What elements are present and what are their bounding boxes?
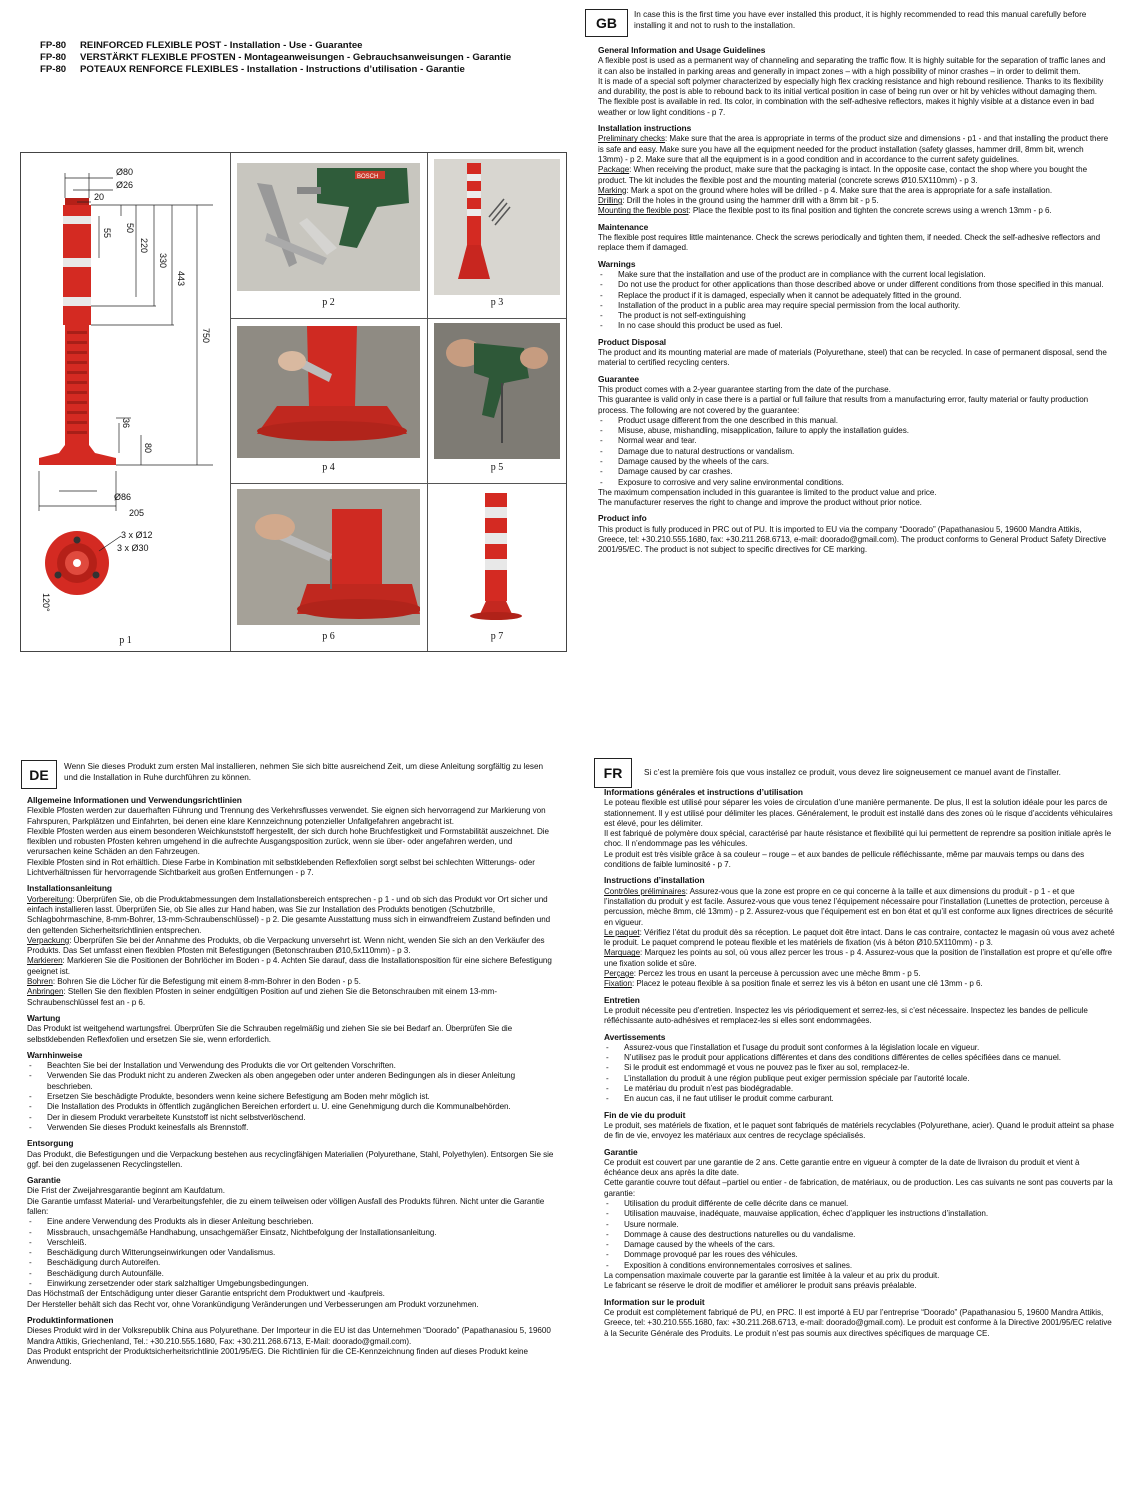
list-item: - Einwirkung zersetzender oder stark salzhaltiger Umgebungsbedingungen. bbox=[27, 1279, 555, 1289]
de-paragraph: Das Produkt entspricht der Produktsicherheitsrichtlinie 2001/95/EG. Die Richtlinien für die CE-Kennzeichnung finden auf dieses Produkt keine Anwendung. bbox=[27, 1346, 528, 1367]
fr-section-title: Instructions d’installation bbox=[604, 875, 705, 886]
gb-paragraph: The flexible post requires little maintenance. Check the screws periodically and tighten them, if needed. Check the self-adhesive reflectors and replace them if damaged. bbox=[598, 233, 1101, 253]
de-section-title: Wartung bbox=[27, 1012, 61, 1023]
gb-section-title: Maintenance bbox=[598, 221, 649, 232]
list-item: - N’utilisez pas le produit pour applications différentes et dans des conditions différentes de celles spécifiées dans ce manuel. bbox=[604, 1053, 1116, 1063]
de-paragraph: Dieses Produkt wird in der Volksrepublik China aus Polyurethane. Der Importeur in die EU ist das Unternehmen “Doorado” (Papathanasiou 5, 19600 Mandra Attikis, Griechenland, Tel.: +30.210.555.1680, Fax: +30.211.268.6713, E-Mail: doorado@gmail.com). bbox=[27, 1326, 551, 1346]
fr-paragraph: Le produit est très visible grâce à sa couleur – rouge – et aux bandes de pellicule réfléchissante, même par mauvais temps ou dans des conditions de faible luminosité - p 7. bbox=[604, 849, 1085, 870]
fr-paragraph: Ce produit est couvert par une garantie de 2 ans. Cette garantie entre en vigueur à compter de la date de livraison du produit et vient à échéance deux ans après la dite date. bbox=[604, 1157, 1080, 1178]
photo-installed-post bbox=[434, 489, 560, 629]
de-paragraph: Der Hersteller behält sich das Recht vor, ohne Vorankündigung Veränderungen und Verbesserungen am Produkt vorzunehmen. bbox=[27, 1299, 479, 1309]
gb-paragraph: This guarantee is valid only in case there is a partial or full failure that results from a manufacturing error, faulty material or faulty production process. The following are not covered by the guarantee: bbox=[598, 395, 1089, 415]
de-paragraph: Flexible Pfosten werden aus einem besonderen Weichkunststoff hergestellt, der sich durch hohe Bruchfestigkeit und Formstabilität auszeichnet. Die flexiblen und robusten Pfosten kehren umgehend in die aufrechte Ausgangsposition zurück, wenn sie über- oder angefahren werden, und verursachen keine Schäden an den Fahrzeugen. bbox=[27, 826, 549, 857]
list-item: - Eine andere Verwendung des Produkts als in dieser Anleitung beschrieben. bbox=[27, 1217, 555, 1227]
gb-section-title: Installation instructions bbox=[598, 123, 692, 134]
list-item: - Usure normale. bbox=[604, 1220, 1116, 1230]
dim-d20: 20 bbox=[94, 192, 105, 202]
list-item: - En aucun cas, il ne faut utiliser le produit comme carburant. bbox=[604, 1094, 1116, 1104]
de-step: Bohren: Bohren Sie die Löcher für die Befestigung mit einem 8-mm-Bohrer in den Boden - p 5. bbox=[27, 977, 361, 987]
gb-paragraph: This product is fully produced in PRC out of PU. It is imported to EU via the company “Doorado” (Papathanasiou 5, 19600 Mandra Attikis, Greece, tel: +30.210.555.1680, fax: +30.211.268.6713, e-mail: doorado@gmail.com). The product conforms to General Product Safety Directive 2001/95/EC. The product is not subject to specific directives for CE marking. bbox=[598, 524, 1107, 555]
de-step: Vorbereitung: Überprüfen Sie, ob die Produktabmessungen dem Installationsbereich entsprechen - p 1 - und ob sich das Produkt vor Ort sicher und einfach installieren lasst. Überprüfen Sie, ob Sie alles zur Hand haben, was Sie zur Installation des Produkts benotigen (Schutzbrille, Schlagbohrmaschine, 8-mm-Bohrer, 13-mm-Schraubenschlüssel) - p 2. Die gesamte Ausstattung muss sich in einwandfreiem Zustand befinden und den geltenden Sicherheitsrichtlinien entsprechen. bbox=[27, 894, 551, 935]
document-title-block bbox=[40, 40, 511, 76]
gb-step: Mounting the flexible post: Place the flexible post to its final position and tighten the concrete screws using a wrench 13mm - p 6. bbox=[598, 206, 1052, 216]
de-paragraph: Das Höchstmaß der Entschädigung unter dieser Garantie entspricht dem Produktwert und -kaufpreis. bbox=[27, 1289, 385, 1299]
fr-step: Fixation: Placez le poteau flexible à sa position finale et serrez les vis à béton en usant une clé 13mm - p 6. bbox=[604, 979, 983, 989]
list-item: - Normal wear and tear. bbox=[598, 436, 1110, 446]
de-column bbox=[27, 790, 555, 1367]
gb-paragraph: The flexible post is available in red. Its color, in combination with the self-adhesive reflectors, makes it highly visible at a distance even in bad weather or low light conditions - p 7. bbox=[598, 97, 1094, 117]
lang-tag-de: DE bbox=[21, 760, 57, 789]
de-paragraph: Die Frist der Zweijahresgarantie beginnt am Kaufdatum. bbox=[27, 1186, 225, 1196]
de-paragraph: Das Produkt, die Befestigungen und die Verpackung bestehen aus recyclingfähigen Materialien (Polyurethane, Stahl, Polyethylen). Entsorgen Sie sie ggf. bei den zugelassenen Recyclingstellen. bbox=[27, 1149, 554, 1169]
fr-paragraph: Cette garantie couvre tout défaut –partiel ou entier - de fabrication, de matériaux, ou de production. Les cas suivants ne sont pas couverts par la garantie: bbox=[604, 1178, 1113, 1198]
dim-d55: 55 bbox=[102, 228, 112, 239]
gb-section-title: Product info bbox=[598, 513, 647, 524]
list-item: - Beschädigung durch Witterungseinwirkungen oder Vandalismus. bbox=[27, 1248, 555, 1258]
fr-section-title: Garantie bbox=[604, 1146, 638, 1157]
list-item: - Verwenden Sie dieses Produkt keinesfalls als Brennstoff. bbox=[27, 1123, 555, 1133]
list-item: - Dommage à cause des destructions naturelles ou du vandalisme. bbox=[604, 1230, 1116, 1240]
lang-tag-gb: GB bbox=[585, 9, 628, 37]
list-item: - Replace the product if it is damaged, especially when it cannot be adequately fitted in the ground. bbox=[598, 291, 1110, 301]
title-line-de: FP-80 VERSTÄRKT FLEXIBLE PFOSTEN - Montageanweisungen - Gebrauchsanweisungen - Garantie bbox=[40, 52, 512, 63]
gb-paragraph: The manufacturer reserves the right to change and improve the product without prior notice. bbox=[598, 498, 922, 508]
fr-paragraph: Le produit nécessite peu d’entretien. Inspectez les vis périodiquement et serrez-les, si c’est nécessaire. Inspectez les bandes de pellicule réfléchissante auto-adhésives et remplacez-les si elles sont endommagées. bbox=[604, 1005, 1088, 1026]
list-item: - Exposure to corrosive and very saline environmental conditions. bbox=[598, 478, 1110, 488]
de-paragraph: Die Garantie umfasst Material- und Verarbeitungsfehler, die zu einem teilweisen oder völligen Ausfall des Produkts führen. Nicht unter die Garantie fallen: bbox=[27, 1196, 545, 1216]
dim-holes30: 3 x Ø30 bbox=[117, 543, 149, 553]
fr-paragraph: Ce produit est complètement fabriqué de PU, en PRC. Il est importé à EU par l’entreprise “Doorado” (Papathanasiou 5, 19600 Mandra Attikis, Greece, tel: +30.210.555.1680, fax: +30.211.268.6713, e-mail: doorado@gmail.com). Le produit est conforme à la Directive 2001/95/EC relative à la Securite Générale des Produits. Le produit n’est pas soumis aux directives spécifiques de marquage CE. bbox=[604, 1307, 1112, 1338]
dim-d80b: 80 bbox=[143, 443, 153, 454]
fr-column bbox=[604, 782, 1116, 1339]
list-item: - Product usage different from the one described in this manual. bbox=[598, 416, 1110, 426]
fr-section-title: Avertissements bbox=[604, 1031, 666, 1042]
caption-p7: p 7 bbox=[490, 631, 504, 642]
fr-step: Perçage: Percez les trous en usant la perceuse à percussion avec une mèche 8mm - p 5. bbox=[604, 969, 921, 979]
gb-paragraph: This product comes with a 2-year guarantee starting from the date of the purchase. bbox=[598, 384, 891, 394]
caption-p5: p 5 bbox=[490, 462, 504, 473]
list-item: - The product is not self-extinguishing bbox=[598, 311, 1110, 321]
fr-paragraph: Il est fabriqué de polymère doux spécial, caractérisé par haute résistance et flexibilité qui lui permettent de reprendre sa position initiale après le choc. Il n’endommage pas les véhicules. bbox=[604, 829, 1112, 849]
fr-section-title: Informations générales et instructions d’utilisation bbox=[604, 787, 803, 797]
gb-step: Package: When receiving the product, make sure that the packaging is intact. In the opposite case, contact the shop where you bought the product. The kit includes the flexible post and the mounting material (concrete screws Ø10.5X110mm) - p 3. bbox=[598, 165, 1088, 185]
de-section-title: Installationsanleitung bbox=[27, 883, 112, 894]
fr-step: Marquage: Marquez les points au sol, où vous allez percer les trous - p 4. Assurez-vous que la position de l’installation est propre et qu’elle offre une fixation solide et sûre. bbox=[604, 948, 1112, 968]
fr-section-title: Entretien bbox=[604, 994, 640, 1005]
list-item: - Utilisation mauvaise, inadéquate, mauvaise application, échec d’appliquer les instructions d’installation. bbox=[604, 1209, 1116, 1219]
de-section-title: Garantie bbox=[27, 1175, 61, 1186]
svg-text:BOSCH: BOSCH bbox=[357, 174, 379, 180]
gb-column bbox=[598, 40, 1110, 556]
dim-d36: 36 bbox=[121, 418, 131, 429]
fr-paragraph: Le poteau flexible est utilisé pour séparer les voies de circulation d’une manière permanente. De plus, Il est la solution idéale pour les parcs de stationnement. Il y est utilisé pour délimiter les places. Généralement, le produit est installé dans des zones où le risque d’accidents véhiculaires est élevé, pour les délimiter. bbox=[604, 798, 1113, 828]
list-item: - Ersetzen Sie beschädigte Produkte, besonders wenn keine sichere Befestigung am Boden mehr möglich ist. bbox=[27, 1092, 555, 1102]
photo-fixing bbox=[237, 489, 420, 625]
photo-marking bbox=[237, 326, 420, 458]
title-line-fr: FP-80 POTEAUX RENFORCE FLEXIBLES - Installation - Instructions d’utilisation - Garantie bbox=[40, 64, 465, 75]
fr-paragraph: Le fabricant se réserve le droit de modifier et améliorer le produit sans préavis préalable. bbox=[604, 1281, 917, 1291]
photo-drilling bbox=[434, 323, 560, 459]
dim-holes12: 3 x Ø12 bbox=[121, 530, 153, 540]
list-item: - Missbrauch, unsachgemäße Handhabung, unsachgemäßer Einsatz, Nichtbefolgung der Installationsanleitung. bbox=[27, 1228, 555, 1238]
list-item: - In no case should this product be used as fuel. bbox=[598, 321, 1110, 331]
caption-p2: p 2 bbox=[322, 297, 335, 308]
list-item: - Dommage provoqué par les roues des véhicules. bbox=[604, 1250, 1116, 1260]
list-item: - Beachten Sie bei der Installation und Verwendung des Produkts die vor Ort geltenden Vorschriften. bbox=[27, 1061, 555, 1071]
dim-d86: Ø86 bbox=[114, 492, 132, 502]
dim-d443: 443 bbox=[176, 271, 186, 287]
fr-step: Le paquet: Vérifiez l’état du produit dès sa réception. Le paquet doit être intact. Dans le cas contraire, contactez le magasin où vous avez acheté le produit. Le paquet comprend le poteau flexible et les matériels de fixation (vis à béton Ø10.5X110mm) - p 3. bbox=[604, 927, 1115, 948]
dimension-drawing bbox=[21, 153, 230, 651]
list-item: - Der in diesem Produkt verarbeitete Kunststoff ist nicht selbstverlöschend. bbox=[27, 1113, 555, 1123]
lang-tag-fr: FR bbox=[594, 758, 632, 788]
caption-p6: p 6 bbox=[322, 631, 335, 642]
de-section-title: Warnhinweise bbox=[27, 1049, 83, 1060]
de-step: Markieren: Markieren Sie die Positionen der Bohrlöcher im Boden - p 4. Achten Sie darauf, dass die Installationsposition für eine sichere Befestigung geeignet ist. bbox=[27, 956, 552, 976]
gb-section-title: Warnings bbox=[598, 258, 636, 269]
gb-section-title: General Information and Usage Guidelines bbox=[598, 45, 766, 55]
de-paragraph: Flexible Pfosten werden zur dauerhaften Führung und Trennung des Verkehrsflusses verwendet. Sie eignen sich hervorragend zur Markierung von Fahrspuren, Parkplätzen und Einfahrten, bei denen eine klare Kennzeichnung potenzieller Unfallgefahren angebracht ist. bbox=[27, 806, 546, 826]
list-item: - Utilisation du produit différente de celle décrite dans ce manuel. bbox=[604, 1199, 1116, 1209]
dim-d205: 205 bbox=[129, 508, 145, 518]
list-item: - Die Installation des Produkts in öffentlich zugänglichen Bereichen erfordert u. U. eine Genehmigung durch die Kommunalbehörden. bbox=[27, 1102, 555, 1112]
fr-paragraph: La compensation maximale couverte par la garantie est limitée à la valeur et au prix du produit. bbox=[604, 1271, 940, 1281]
dim-d330: 330 bbox=[158, 253, 168, 269]
photo-tools bbox=[237, 163, 420, 291]
de-step: Verpackung: Überprüfen Sie bei der Annahme des Produkts, ob die Verpackung unversehrt ist. Wenn nicht, wenden Sie sich an den Verkäufer des Produkts. Das Set umfasst einen flexiblen Pfosten mit Befestigungen (Betonschrauben Ø10,5x110mm) - p 3. bbox=[27, 935, 545, 956]
fr-guarantee-list bbox=[604, 1199, 1116, 1271]
de-section-title: Entsorgung bbox=[27, 1138, 74, 1149]
list-item: - Beschädigung durch Autoreifen. bbox=[27, 1258, 555, 1268]
gb-paragraph: It is made of a special soft polymer characterized by especially high flex cracking resistance and high rebound resilience. Thanks to its flexibility and durability, the post is able to rebound back to its initial vertical position in case of being run over or hit by vehicles without damaging them. bbox=[598, 76, 1104, 97]
fr-step: Contrôles préliminaires: Assurez-vous que la zone est propre en ce qui concerne à la taille et aux dimensions du produit - p 1 - et que l’installation du produit y est facile. Assurez-vous que vous tenez l’équipement nécessaire pour l’installation (Lunettes de protection, perceuse à percussion, mèche 8mm, clé 13mm) - p 2. Assurez-vous que l’équipement est en bon état et qu’il est conforme aux lignes directrices de sécurité en vigueur. bbox=[604, 886, 1113, 927]
dim-d26: Ø26 bbox=[116, 180, 134, 190]
gb-intro: In case this is the first time you have ever installed this product, it is highly recommended to read this manual carefully before installing it and not to rush to the installation. bbox=[634, 10, 1087, 30]
dim-angle: 120° bbox=[41, 593, 51, 612]
de-paragraph: Flexible Pfosten sind in Rot erhältlich. Diese Farbe in Kombination mit selbstklebenden Reflexfolien sorgt selbst bei schlechten Witterungs- oder Lichtverhältnissen für hervorragende Sichtbarkeit aus großen Entfernungen - p 7. bbox=[27, 857, 535, 878]
dim-d220: 220 bbox=[139, 238, 149, 254]
list-item: - Misuse, abuse, mishandling, misapplication, failure to apply the installation guides. bbox=[598, 426, 1110, 436]
list-item: - Make sure that the installation and use of the product are in compliance with the current local legislation. bbox=[598, 270, 1110, 280]
list-item: - Installation of the product in a public area may require special permission from the local authority. bbox=[598, 301, 1110, 311]
fr-intro: Si c’est la première fois que vous installez ce produit, vous devez lire soigneusement ce manuel avant de l’installer. bbox=[644, 768, 1061, 777]
caption-p1: p 1 bbox=[119, 635, 132, 646]
gb-step: Drilling: Drill the holes in the ground using the hammer drill with a 8mm bit - p 5. bbox=[598, 196, 879, 206]
dim-d750: 750 bbox=[201, 328, 211, 344]
de-step: Anbringen: Stellen Sie den flexiblen Pfosten in seiner endgültigen Position auf und ziehen Sie die Betonschrauben mit einem 13-mm-Schraubenschlüssel fest an - p 6. bbox=[27, 987, 497, 1007]
list-item: - Do not use the product for other applications than those described above or under different conditions from those specified in this manual. bbox=[598, 280, 1110, 290]
gb-guarantee-list bbox=[598, 416, 1110, 488]
fr-section-title: Information sur le produit bbox=[604, 1296, 705, 1307]
fr-warnings-list bbox=[604, 1043, 1116, 1105]
gb-step: Marking: Mark a spot on the ground where holes will be drilled - p 4. Make sure that the area is appropriate for a safe installation. bbox=[598, 185, 1053, 195]
list-item: - Le matériau du produit n’est pas biodégradable. bbox=[604, 1084, 1116, 1094]
gb-paragraph: The product and its mounting material are made of materials (Polyurethane, steel) that can be recycled. In case of permanent disposal, send the material to certified recycling centers. bbox=[598, 348, 1107, 368]
de-paragraph: Das Produkt ist weitgehend wartungsfrei. Überprüfen Sie die Schrauben regelmäßig und ziehen Sie sie bei Bedarf an. Überprüfen Sie die selbstklebenden Reflexfolien und ersetzen Sie sie, wenn erforderlich. bbox=[27, 1024, 513, 1044]
fr-section-title: Fin de vie du produit bbox=[604, 1109, 686, 1120]
de-intro: Wenn Sie dieses Produkt zum ersten Mal installieren, nehmen Sie sich bitte ausreichend Zeit, um diese Anleitung sorgfältig zu lesen und die Installation in Ruhe durchführen zu können. bbox=[64, 762, 544, 782]
dim-d80: Ø80 bbox=[116, 167, 134, 177]
de-warnings-list bbox=[27, 1061, 555, 1133]
list-item: - Damage due to natural destructions or vandalism. bbox=[598, 447, 1110, 457]
list-item: - Assurez-vous que l’installation et l’usage du produit sont conformes à la législation locale en vigueur. bbox=[604, 1043, 1116, 1053]
fr-paragraph: Le produit, ses matériels de fixation, et le paquet sont fabriqués de matériels recyclables (Polyurethane, acier). Quand le produit atteint sa phase de fin de vie, envoyez les matériaux aux centres de recyclage spécialisés. bbox=[604, 1120, 1114, 1141]
gb-section-title: Guarantee bbox=[598, 373, 639, 384]
gb-paragraph: A flexible post is used as a permanent way of channeling and separating the traffic flow. It is highly suitable for the separation of traffic lanes and it can also be installed in parking areas and generally in impact zones – with a high possibility of minor crashes – in order to delimit them. bbox=[598, 56, 1106, 76]
list-item: - Damage caused by the wheels of the cars. bbox=[598, 457, 1110, 467]
list-item: - Damage caused by car crashes. bbox=[598, 467, 1110, 477]
gb-section-title: Product Disposal bbox=[598, 336, 667, 347]
list-item: - Verschleiß. bbox=[27, 1238, 555, 1248]
caption-p3: p 3 bbox=[490, 297, 504, 308]
list-item: - Si le produit est endommagé et vous ne pouvez pas le fixer au sol, remplacez-le. bbox=[604, 1063, 1116, 1073]
figure-grid bbox=[20, 152, 567, 652]
de-section-title: Produktinformationen bbox=[27, 1314, 114, 1325]
gb-step: Preliminary checks: Make sure that the area is appropriate in terms of the product size and dimensions - p1 - and that installing the product there is safe and easy. Make sure you have all the equipment needed for the product installation (safety glasses, hammer drill, 8mm bit, wrench 13mm) - p 2. Make sure that all the equipment is in a good condition and in accordance to the current safety guidelines. bbox=[598, 134, 1109, 164]
list-item: - Exposition à conditions environnementales corrosives et salines. bbox=[604, 1261, 1116, 1271]
list-item: - Verwenden Sie das Produkt nicht zu anderen Zwecken als oben angegeben oder unter anderen Bedingungen als in dieser Anleitung beschrieben. bbox=[27, 1071, 555, 1092]
gb-paragraph: The maximum compensation included in this guarantee is limited to the product value and price. bbox=[598, 487, 937, 497]
list-item: - Damage caused by the wheels of the cars. bbox=[604, 1240, 1116, 1250]
de-section-title: Allgemeine Informationen und Verwendungsrichtlinien bbox=[27, 795, 242, 805]
title-line-en: FP-80 REINFORCED FLEXIBLE POST - Installation - Use - Guarantee bbox=[40, 40, 363, 51]
list-item: - L’installation du produit à une région publique peut exiger permission spéciale par l’autorité locale. bbox=[604, 1074, 1116, 1084]
caption-p4: p 4 bbox=[322, 462, 335, 473]
gb-warnings-list bbox=[598, 270, 1110, 332]
photo-package bbox=[434, 159, 560, 295]
list-item: - Beschädigung durch Autounfälle. bbox=[27, 1269, 555, 1279]
de-guarantee-list bbox=[27, 1217, 555, 1289]
dim-d50: 50 bbox=[125, 223, 135, 234]
